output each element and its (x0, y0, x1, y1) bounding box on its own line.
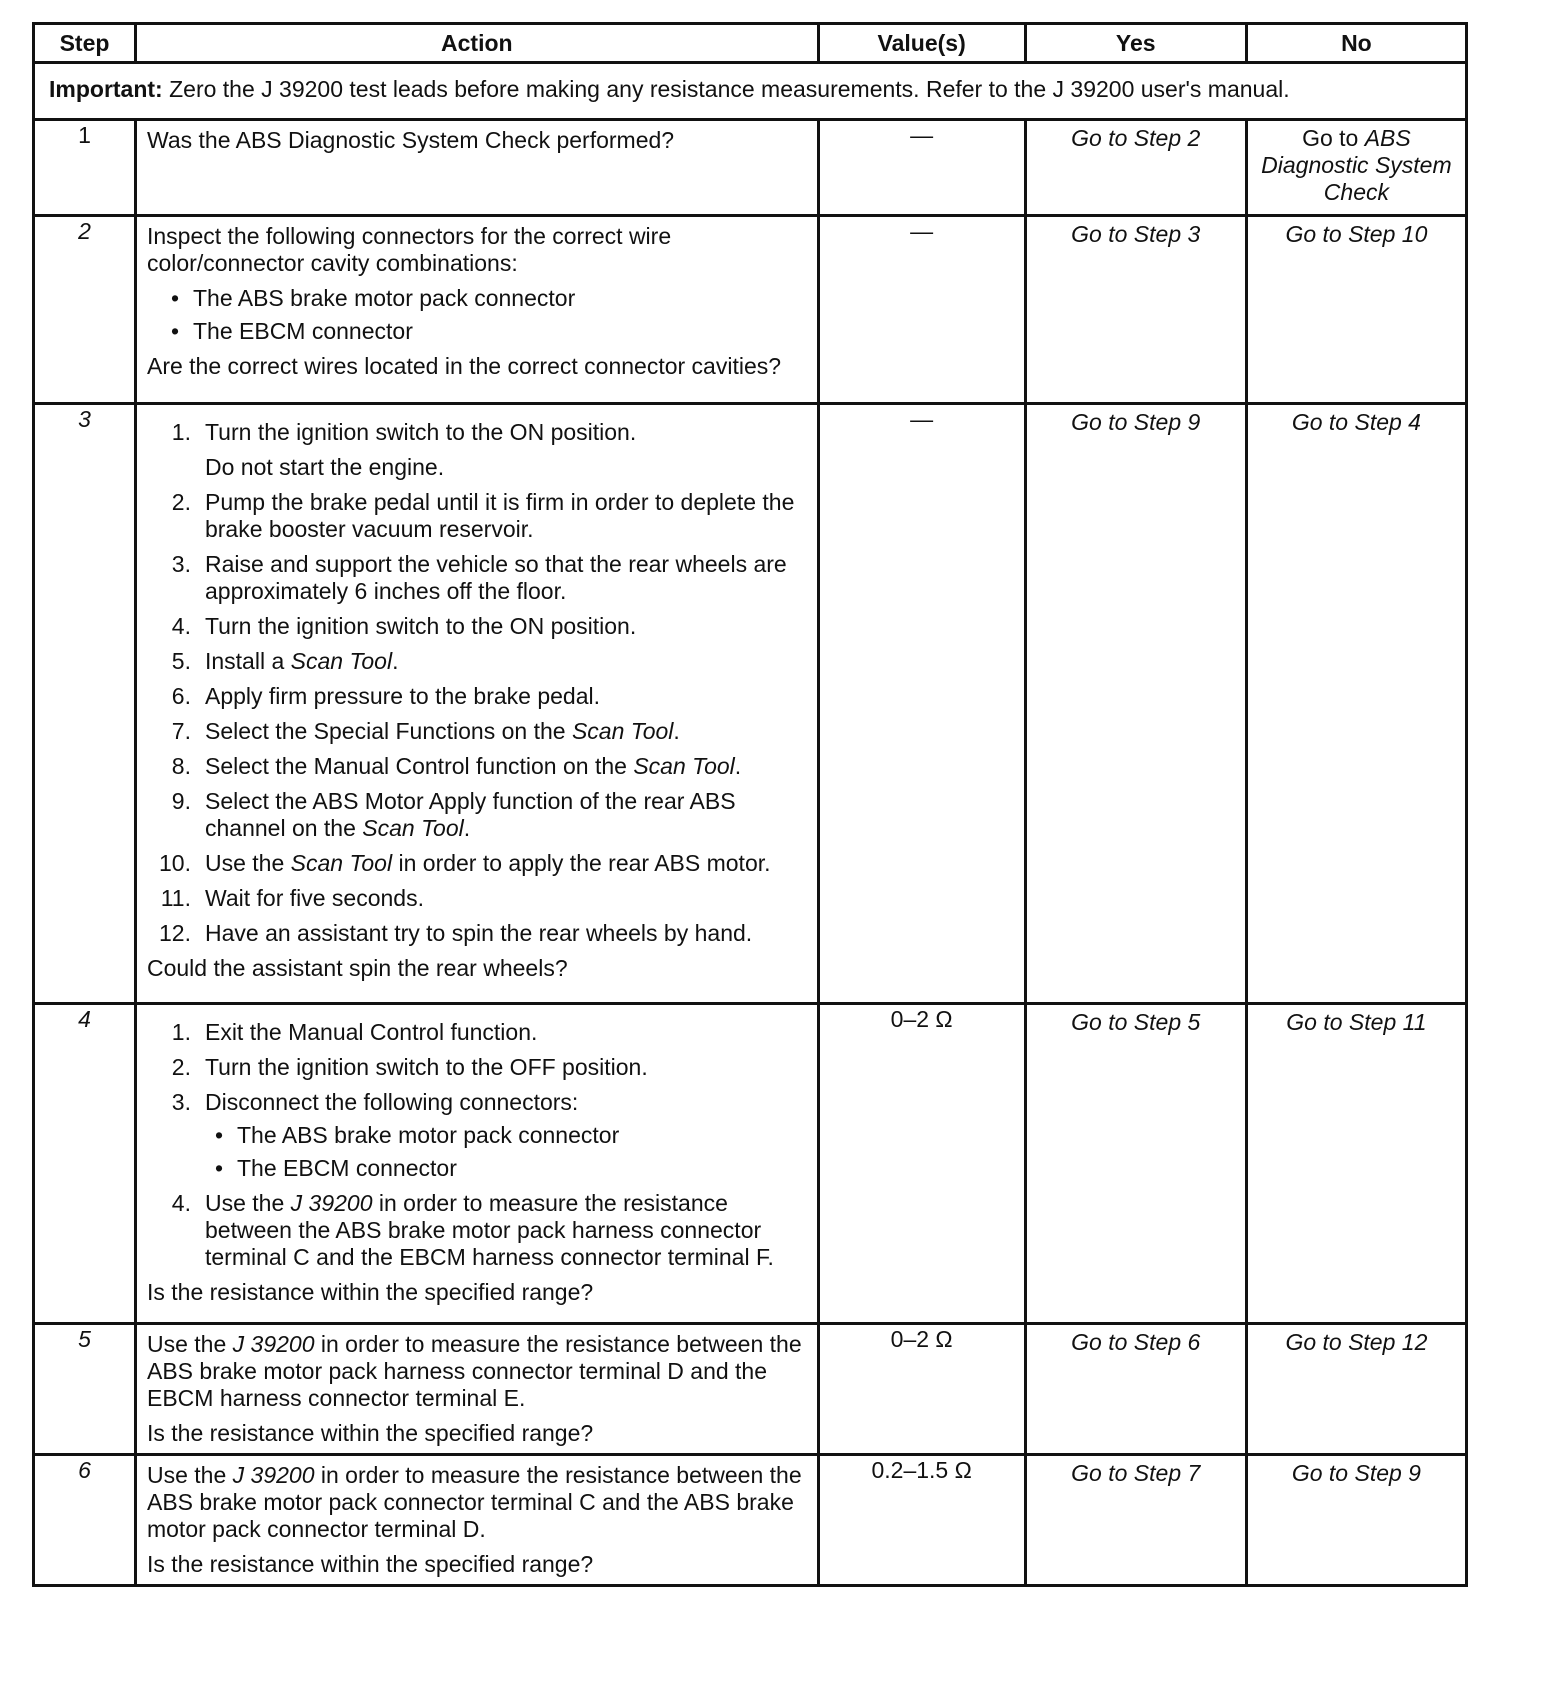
action-text (147, 1462, 807, 1543)
item-number: 1. (171, 419, 191, 445)
item-text: Exit the Manual Control function. (204, 1019, 538, 1045)
list-item (147, 1054, 807, 1081)
list-item (147, 1019, 807, 1046)
no-cell: Go to Step 4 (1246, 404, 1466, 1004)
value-cell: — (818, 120, 1025, 216)
item-number: 9. (171, 788, 191, 814)
procedure-list (147, 419, 807, 947)
yes-cell: Go to Step 2 (1025, 120, 1246, 216)
action-text-part: Use the (146, 1331, 233, 1357)
list-item: • The EBCM connector (171, 318, 807, 345)
action-cell (135, 404, 818, 1004)
action-intro: Inspect the following connectors for the correct wire color/connector cavity combinations: (146, 223, 672, 276)
value-cell: 0–2 Ω (818, 1324, 1025, 1455)
item-text: . (392, 648, 399, 674)
item-text: Wait for five seconds. (204, 885, 424, 911)
item-text: in order to measure the resistance between the ABS brake motor pack harness connector terminal C and the EBCM harness connector terminal F. (204, 1190, 774, 1270)
item-emphasis: Scan Tool (290, 850, 393, 876)
no-italic-ref: ABS Diagnostic System Check (1261, 125, 1452, 205)
item-number: 5. (171, 648, 191, 674)
item-text: . (734, 753, 742, 779)
item-emphasis: Scan Tool (362, 815, 464, 841)
list-item (147, 788, 807, 842)
item-text: Use the (204, 850, 291, 876)
list-item (147, 718, 807, 745)
no-cell: Go to Step 12 (1246, 1324, 1466, 1455)
list-item (147, 920, 807, 947)
step-number: 3 (34, 404, 136, 1004)
list-item (147, 648, 807, 675)
action-emphasis: J 39200 (232, 1331, 315, 1357)
step-number: 5 (34, 1324, 136, 1455)
item-text: . (673, 718, 680, 744)
action-cell (135, 1324, 818, 1455)
action-question: Are the correct wires located in the correct connector cavities? (146, 353, 782, 379)
step-number: 1 (34, 120, 136, 216)
no-cell: Go to Step 9 (1246, 1455, 1466, 1586)
step-number: 2 (34, 216, 136, 404)
item-emphasis: Scan Tool (290, 648, 393, 674)
list-item (147, 683, 807, 710)
action-question: Is the resistance within the specified range? (146, 1551, 594, 1577)
list-item: • The EBCM connector (215, 1155, 807, 1182)
header-yes: Yes (1025, 24, 1246, 63)
no-prefix: Go to (1302, 125, 1365, 151)
list-item (147, 551, 807, 605)
no-cell: Go to Step 10 (1246, 216, 1466, 404)
item-text: Select the Manual Control function on the (204, 753, 634, 779)
item-number: 4. (171, 1190, 191, 1216)
item-text: Install a (204, 648, 291, 674)
important-text: Zero the J 39200 test leads before making any resistance measurements. Refer to the J 39200 user's manual. (162, 76, 1290, 102)
item-number: 2. (171, 1054, 191, 1080)
item-number: 8. (171, 753, 191, 779)
action-question: Could the assistant spin the rear wheels? (146, 955, 568, 981)
yes-cell: Go to Step 3 (1025, 216, 1246, 404)
item-text: Select the ABS Motor Apply function of the rear ABS channel on the (204, 788, 736, 841)
list-item (147, 419, 807, 481)
yes-cell: Go to Step 6 (1025, 1324, 1246, 1455)
header-no: No (1246, 24, 1466, 63)
item-number: 7. (171, 718, 191, 744)
item-text: Apply firm pressure to the brake pedal. (204, 683, 601, 709)
header-step: Step (34, 24, 136, 63)
procedure-list (147, 1019, 807, 1271)
connector-list (147, 285, 807, 345)
list-item (147, 753, 807, 780)
action-cell (135, 1455, 818, 1586)
item-number: 3. (171, 1089, 191, 1115)
item-number: 10. (159, 850, 191, 876)
action-text-part: Use the (146, 1462, 233, 1488)
list-item: • The ABS brake motor pack connector (215, 1122, 807, 1149)
list-item (147, 1190, 807, 1271)
step-number: 4 (34, 1004, 136, 1324)
item-text: Turn the ignition switch to the ON position. (204, 613, 637, 639)
item-text: Turn the ignition switch to the ON position. (204, 419, 637, 445)
item-subtext: Do not start the engine. (204, 454, 445, 480)
list-item (147, 489, 807, 543)
item-text: Pump the brake pedal until it is firm in order to deplete the brake booster vacuum reservoir. (204, 489, 795, 542)
list-item (147, 613, 807, 640)
table-row-step-3 (34, 404, 1467, 1004)
item-number: 12. (159, 920, 191, 946)
table-row-step-2 (34, 216, 1467, 404)
item-number: 1. (171, 1019, 191, 1045)
no-cell (1246, 120, 1466, 216)
table-row-step-5 (34, 1324, 1467, 1455)
item-text: in order to apply the rear ABS motor. (392, 850, 771, 876)
item-number: 2. (171, 489, 191, 515)
list-item (147, 850, 807, 877)
action-text (147, 1331, 807, 1412)
yes-cell: Go to Step 5 (1025, 1004, 1246, 1324)
action-question: Is the resistance within the specified range? (146, 1420, 594, 1446)
item-emphasis: Scan Tool (571, 718, 674, 744)
item-text: Select the Special Functions on the (204, 718, 572, 744)
action-cell (135, 120, 818, 216)
yes-cell: Go to Step 7 (1025, 1455, 1246, 1586)
item-text: Turn the ignition switch to the OFF position. (204, 1054, 648, 1080)
item-number: 4. (171, 613, 191, 639)
item-number: 6. (171, 683, 191, 709)
table-row-step-1 (34, 120, 1467, 216)
yes-cell: Go to Step 9 (1025, 404, 1246, 1004)
important-note (34, 63, 1467, 120)
action-question: Is the resistance within the specified range? (146, 1279, 594, 1305)
list-item (147, 1089, 807, 1182)
header-action: Action (135, 24, 818, 63)
important-label: Important: (49, 76, 163, 102)
item-text: . (463, 815, 471, 841)
action-text-part: in order to measure the resistance between the ABS brake motor pack connector terminal C and the ABS brake motor pack connector terminal D. (146, 1462, 802, 1542)
action-cell (135, 1004, 818, 1324)
no-cell: Go to Step 11 (1246, 1004, 1466, 1324)
step-number: 6 (34, 1455, 136, 1586)
header-row (34, 24, 1467, 63)
value-cell: — (818, 216, 1025, 404)
item-text: Use the (204, 1190, 291, 1216)
item-emphasis: J 39200 (290, 1190, 373, 1216)
item-number: 3. (171, 551, 191, 577)
item-emphasis: Scan Tool (633, 753, 735, 779)
item-text: Raise and support the vehicle so that the rear wheels are approximately 6 inches off the floor. (204, 551, 787, 604)
diagnostic-table (32, 22, 1468, 1587)
important-row (34, 63, 1467, 120)
table-row-step-4 (34, 1004, 1467, 1324)
value-cell: — (818, 404, 1025, 1004)
table-row-step-6 (34, 1455, 1467, 1586)
connector-list (205, 1122, 807, 1182)
action-emphasis: J 39200 (232, 1462, 315, 1488)
header-values: Value(s) (818, 24, 1025, 63)
list-item: • The ABS brake motor pack connector (171, 285, 807, 312)
value-cell: 0.2–1.5 Ω (818, 1455, 1025, 1586)
action-text-part: in order to measure the resistance between the ABS brake motor pack harness connector terminal D and the EBCM harness connector terminal E. (146, 1331, 802, 1411)
value-cell: 0–2 Ω (818, 1004, 1025, 1324)
list-item (147, 885, 807, 912)
item-number: 11. (160, 885, 191, 911)
action-cell (135, 216, 818, 404)
item-text: Have an assistant try to spin the rear wheels by hand. (204, 920, 753, 946)
action-text: Was the ABS Diagnostic System Check performed? (146, 127, 675, 153)
item-text: Disconnect the following connectors: (204, 1089, 579, 1115)
